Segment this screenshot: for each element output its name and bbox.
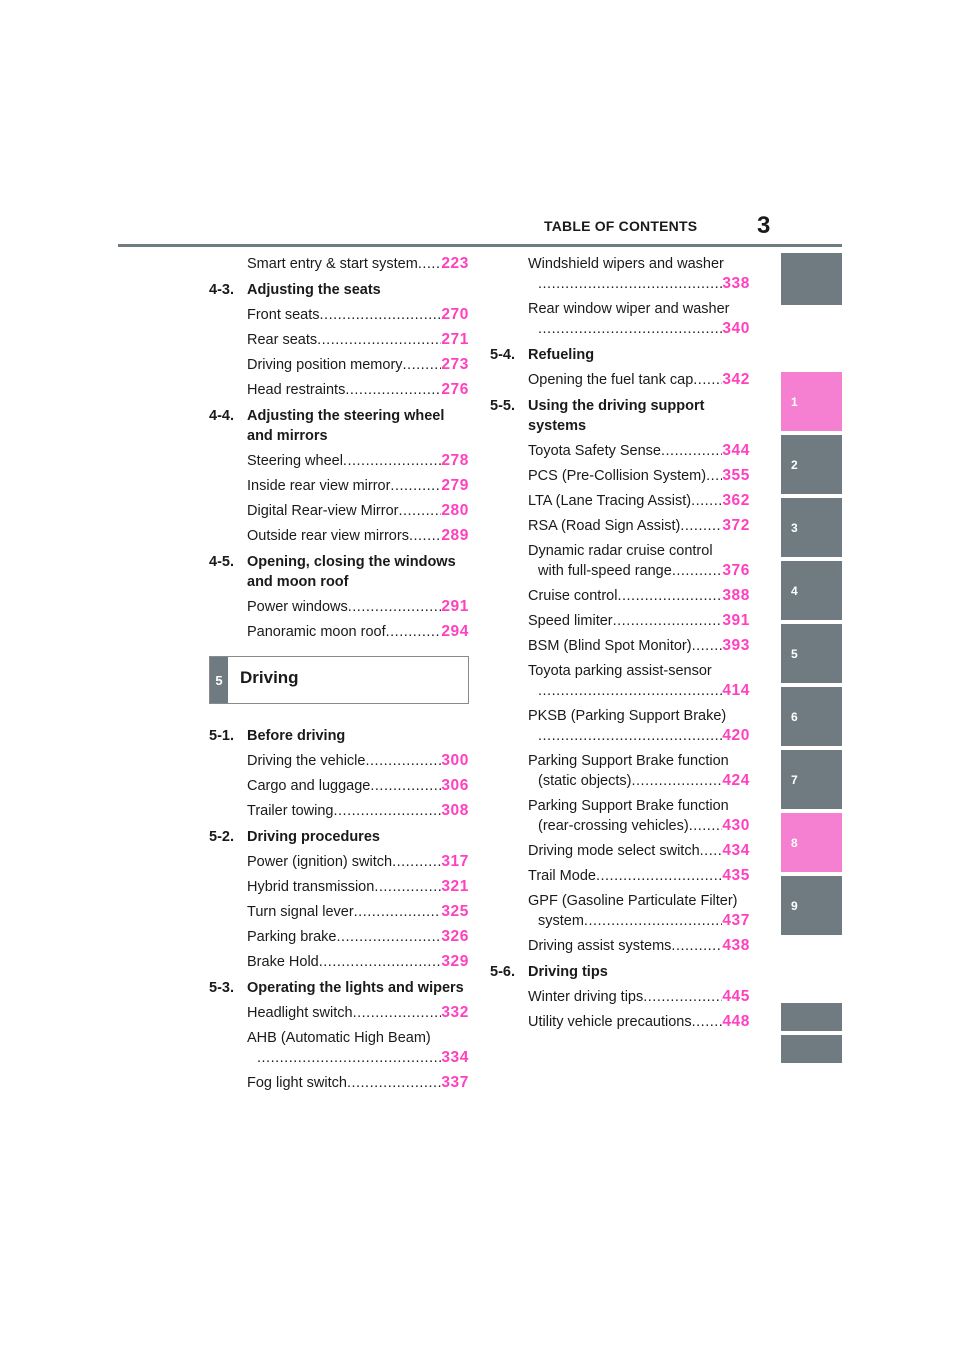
section-title: Driving tips xyxy=(528,964,608,980)
page-link[interactable]: 376 xyxy=(722,562,750,579)
section-number: 5-4. xyxy=(490,347,515,363)
page-link[interactable]: 355 xyxy=(722,467,750,484)
page-link[interactable]: 424 xyxy=(722,772,750,789)
chapter-tab[interactable] xyxy=(781,253,842,305)
chapter-tab-label: 8 xyxy=(791,835,798,850)
toc-entry-text: Speed limiter xyxy=(528,613,613,629)
toc-entry-text: Inside rear view mirror xyxy=(247,478,391,494)
page-link[interactable]: 420 xyxy=(722,727,750,744)
toc-entry-text: Utility vehicle precautions xyxy=(528,1014,692,1030)
chapter-box xyxy=(209,656,469,704)
toc-entry-line xyxy=(528,816,750,836)
section-number: 5-5. xyxy=(490,398,515,414)
dot-leader xyxy=(538,681,722,701)
section-number: 5-1. xyxy=(209,728,234,744)
dot-leader xyxy=(692,1012,723,1032)
toc-entry-text: system xyxy=(538,913,584,929)
toc-entry-line xyxy=(247,526,469,546)
toc-entry-text: BSM (Blind Spot Monitor) xyxy=(528,638,692,654)
toc-entry-text: LTA (Lane Tracing Assist) xyxy=(528,493,692,509)
section-title: Refueling xyxy=(528,347,595,363)
toc-entry[interactable] xyxy=(209,776,469,796)
toc-entry[interactable] xyxy=(490,661,750,701)
toc-entry[interactable] xyxy=(490,541,750,581)
dot-leader xyxy=(348,597,442,617)
chapter-tab[interactable] xyxy=(781,1035,842,1063)
page-link[interactable]: 437 xyxy=(722,912,750,929)
section-heading xyxy=(490,962,750,982)
section-heading xyxy=(209,406,469,446)
toc-entry-text: Head restraints xyxy=(247,382,346,398)
dot-leader xyxy=(353,1003,442,1023)
dot-leader xyxy=(347,1073,441,1093)
page-number: 3 xyxy=(757,212,771,239)
toc-entry-text: Dynamic radar cruise control xyxy=(528,543,713,559)
section-title: Adjusting the seats xyxy=(247,282,381,298)
toc-entry-line xyxy=(247,622,469,642)
toc-entry[interactable] xyxy=(209,902,469,922)
toc-entry-line xyxy=(247,380,469,400)
toc-entry[interactable] xyxy=(490,586,750,606)
page-link[interactable]: 276 xyxy=(441,381,469,398)
toc-entry-text: Front seats xyxy=(247,307,320,323)
toc-entry[interactable] xyxy=(209,1003,469,1023)
dot-leader xyxy=(538,274,722,294)
dot-leader xyxy=(680,516,722,536)
toc-entry[interactable] xyxy=(209,380,469,400)
page-link[interactable]: 270 xyxy=(441,306,469,323)
toc-entry-text: Cruise control xyxy=(528,588,618,604)
toc-entry-line xyxy=(528,1012,750,1032)
dot-leader xyxy=(354,902,442,922)
dot-leader xyxy=(693,370,722,390)
toc-entry-text: Fog light switch xyxy=(247,1075,347,1091)
section-number: 5-2. xyxy=(209,829,234,845)
toc-entry-text: Trailer towing xyxy=(247,803,334,819)
chapter-tab-label: 9 xyxy=(791,898,798,913)
toc-entry[interactable] xyxy=(490,441,750,461)
toc-entry-line xyxy=(247,902,469,922)
toc-entry[interactable] xyxy=(209,330,469,350)
chapter-tab-label: 6 xyxy=(791,709,798,724)
toc-entry[interactable] xyxy=(490,751,750,791)
toc-entry-line xyxy=(528,796,750,816)
toc-entry-text: Toyota Safety Sense xyxy=(528,443,661,459)
dot-leader xyxy=(392,852,441,872)
toc-entry-line xyxy=(247,501,469,521)
page-link[interactable]: 325 xyxy=(441,903,469,920)
dot-leader xyxy=(700,841,723,861)
toc-entry-text: Smart entry & start system xyxy=(247,256,418,272)
toc-entry-text: Driving assist systems xyxy=(528,938,672,954)
toc-entry-text: RSA (Road Sign Assist) xyxy=(528,518,681,534)
dot-leader xyxy=(386,622,442,642)
toc-entry-text: Outside rear view mirrors xyxy=(247,528,409,544)
page-link[interactable]: 291 xyxy=(441,598,469,615)
section-heading xyxy=(490,396,750,436)
chapter-tab-label: 1 xyxy=(791,394,798,409)
toc-entry[interactable] xyxy=(209,305,469,325)
page-link[interactable]: 372 xyxy=(722,517,750,534)
section-heading xyxy=(209,827,469,847)
dot-leader xyxy=(418,254,442,274)
toc-entry-line xyxy=(528,299,750,319)
toc-entry[interactable] xyxy=(490,796,750,836)
toc-entry-text: Turn signal lever xyxy=(247,904,354,920)
page-link[interactable]: 388 xyxy=(722,587,750,604)
dot-leader xyxy=(257,1048,441,1068)
toc-entry-text: Parking Support Brake function xyxy=(528,753,729,769)
dot-leader xyxy=(596,866,722,886)
toc-entry-line xyxy=(247,305,469,325)
page-link[interactable]: 332 xyxy=(441,1004,469,1021)
toc-entry[interactable] xyxy=(490,1012,750,1032)
toc-entry-line xyxy=(528,751,750,771)
toc-entry-line xyxy=(528,891,750,911)
dot-leader xyxy=(643,987,722,1007)
dot-leader xyxy=(538,726,722,746)
section-number: 5-3. xyxy=(209,980,234,996)
toc-entry-line xyxy=(247,1073,469,1093)
dot-leader xyxy=(631,771,722,791)
toc-entry-line xyxy=(528,681,750,701)
dot-leader xyxy=(403,355,442,375)
page-link[interactable]: 430 xyxy=(722,817,750,834)
toc-entry-line xyxy=(528,726,750,746)
section-heading xyxy=(209,280,469,300)
toc-entry-text: Power windows xyxy=(247,599,348,615)
page-link[interactable]: 340 xyxy=(722,320,750,337)
toc-entry-line xyxy=(247,355,469,375)
toc-entry-line xyxy=(528,611,750,631)
toc-entry-line xyxy=(528,706,750,726)
section-heading xyxy=(209,552,469,592)
toc-entry-text: Cargo and luggage xyxy=(247,778,371,794)
chapter-tab-label: 7 xyxy=(791,772,798,787)
page-link[interactable]: 329 xyxy=(441,953,469,970)
toc-entry[interactable] xyxy=(209,952,469,972)
page-link[interactable]: 334 xyxy=(441,1049,469,1066)
page-link[interactable]: 280 xyxy=(441,502,469,519)
section-number: 5-6. xyxy=(490,964,515,980)
toc-entry[interactable] xyxy=(209,501,469,521)
toc-entry-text: Opening the fuel tank cap xyxy=(528,372,694,388)
toc-entry[interactable] xyxy=(209,526,469,546)
page-link[interactable]: 337 xyxy=(441,1074,469,1091)
dot-leader xyxy=(319,952,442,972)
toc-entry-line xyxy=(528,254,750,274)
toc-entry-text: (static objects) xyxy=(538,773,632,789)
page-link[interactable]: 435 xyxy=(722,867,750,884)
toc-entry[interactable] xyxy=(209,852,469,872)
toc-entry-line xyxy=(247,597,469,617)
chapter-tab[interactable] xyxy=(781,876,842,935)
dot-leader xyxy=(336,927,441,947)
toc-entry-text: Parking Support Brake function xyxy=(528,798,729,814)
toc-entry-line xyxy=(528,586,750,606)
dot-leader xyxy=(370,776,441,796)
toc-entry-text: Brake Hold xyxy=(247,954,319,970)
toc-entry-line xyxy=(247,751,469,771)
dot-leader xyxy=(706,466,722,486)
dot-leader xyxy=(672,561,723,581)
toc-entry-line xyxy=(528,866,750,886)
section-heading xyxy=(490,345,750,365)
toc-entry-text: Winter driving tips xyxy=(528,989,644,1005)
toc-entry-line xyxy=(528,636,750,656)
chapter-tab[interactable] xyxy=(781,813,842,872)
dot-leader xyxy=(390,476,441,496)
toc-entry-text: Driving position memory xyxy=(247,357,403,373)
chapter-tab[interactable] xyxy=(781,561,842,620)
toc-entry-line xyxy=(528,370,750,390)
page-link[interactable]: 300 xyxy=(441,752,469,769)
toc-entry-text: Rear seats xyxy=(247,332,318,348)
page-link[interactable]: 278 xyxy=(441,452,469,469)
toc-entry-line xyxy=(247,1028,469,1048)
chapter-tab[interactable] xyxy=(781,750,842,809)
toc-entry-line xyxy=(247,776,469,796)
page-link[interactable]: 414 xyxy=(722,682,750,699)
toc-entry[interactable] xyxy=(209,597,469,617)
page-link[interactable]: 279 xyxy=(441,477,469,494)
toc-column-left xyxy=(209,254,469,1098)
toc-entry-text: Hybrid transmission xyxy=(247,879,375,895)
toc-entry-line xyxy=(247,1003,469,1023)
toc-entry[interactable] xyxy=(490,611,750,631)
toc-entry[interactable] xyxy=(490,987,750,1007)
toc-entry-text: Toyota parking assist-sensor xyxy=(528,663,712,679)
toc-entry-text: with full-speed range xyxy=(538,563,672,579)
dot-leader xyxy=(538,319,722,339)
chapter-number: 5 xyxy=(210,657,228,703)
page-link[interactable]: 223 xyxy=(441,255,469,272)
toc-entry-text: Steering wheel xyxy=(247,453,343,469)
toc-entry-line xyxy=(528,561,750,581)
toc-entry[interactable] xyxy=(209,1073,469,1093)
chapter-tab[interactable] xyxy=(781,624,842,683)
toc-entry-line xyxy=(528,911,750,931)
dot-leader xyxy=(691,491,722,511)
section-number: 4-4. xyxy=(209,408,234,424)
toc-entry-text: AHB (Automatic High Beam) xyxy=(247,1030,431,1046)
section-heading xyxy=(209,978,469,998)
toc-entry[interactable] xyxy=(209,877,469,897)
toc-entry-line xyxy=(528,987,750,1007)
toc-entry-line xyxy=(247,451,469,471)
dot-leader xyxy=(365,751,441,771)
toc-entry-line xyxy=(528,274,750,294)
dot-leader xyxy=(398,501,441,521)
toc-entry[interactable] xyxy=(490,516,750,536)
toc-entry[interactable] xyxy=(490,936,750,956)
page-link[interactable]: 308 xyxy=(441,802,469,819)
toc-entry-text: GPF (Gasoline Particulate Filter) xyxy=(528,893,738,909)
page-link[interactable]: 273 xyxy=(441,356,469,373)
toc-entry[interactable] xyxy=(209,622,469,642)
toc-entry-text: (rear-crossing vehicles) xyxy=(538,818,689,834)
header-rule xyxy=(118,244,842,247)
chapter-tab-label: 5 xyxy=(791,646,798,661)
toc-entry-text: Windshield wipers and washer xyxy=(528,256,724,272)
page-link[interactable]: 317 xyxy=(441,853,469,870)
chapter-tab-label: 4 xyxy=(791,583,798,598)
toc-entry[interactable] xyxy=(209,355,469,375)
toc-entry-line xyxy=(528,661,750,681)
header-title: TABLE OF CONTENTS xyxy=(544,218,698,234)
section-title: Opening, closing the windows and moon roof xyxy=(247,554,456,590)
section-title: Before driving xyxy=(247,728,346,744)
chapter-tab[interactable] xyxy=(781,372,842,431)
toc-entry-line xyxy=(247,877,469,897)
page-link[interactable]: 342 xyxy=(722,371,750,388)
toc-entry[interactable] xyxy=(490,866,750,886)
toc-entry-text: Headlight switch xyxy=(247,1005,353,1021)
toc-entry-line xyxy=(528,466,750,486)
toc-entry-text: PCS (Pre-Collision System) xyxy=(528,468,707,484)
page-link[interactable]: 344 xyxy=(722,442,750,459)
chapter-tab[interactable] xyxy=(781,687,842,746)
section-title: Using the driving support systems xyxy=(528,398,705,434)
toc-entry-line xyxy=(247,1048,469,1068)
toc-entry[interactable] xyxy=(490,254,750,294)
toc-entry-line xyxy=(247,254,469,274)
chapter-tab[interactable] xyxy=(781,1003,842,1031)
toc-entry[interactable] xyxy=(209,801,469,821)
toc-entry[interactable] xyxy=(490,891,750,931)
section-title: Driving procedures xyxy=(247,829,380,845)
toc-entry-line xyxy=(247,330,469,350)
toc-entry[interactable] xyxy=(490,841,750,861)
toc-entry-line xyxy=(528,841,750,861)
dot-leader xyxy=(334,801,442,821)
page-link[interactable]: 438 xyxy=(722,937,750,954)
section-number: 4-5. xyxy=(209,554,234,570)
toc-entry-line xyxy=(247,801,469,821)
page-link[interactable]: 326 xyxy=(441,928,469,945)
page-link[interactable]: 445 xyxy=(722,988,750,1005)
toc-entry[interactable] xyxy=(209,751,469,771)
dot-leader xyxy=(617,586,722,606)
toc-entry[interactable] xyxy=(490,370,750,390)
chapter-tab-label: 3 xyxy=(791,520,798,535)
dot-leader xyxy=(661,441,722,461)
chapter-title: Driving xyxy=(240,668,299,687)
dot-leader xyxy=(409,526,441,546)
chapter-tab[interactable] xyxy=(781,435,842,494)
toc-entry-text: Power (ignition) switch xyxy=(247,854,393,870)
toc-entry[interactable] xyxy=(209,1028,469,1068)
chapter-tab[interactable] xyxy=(781,498,842,557)
toc-entry[interactable] xyxy=(490,466,750,486)
toc-entry-text: Parking brake xyxy=(247,929,337,945)
dot-leader xyxy=(345,380,441,400)
toc-entry[interactable] xyxy=(209,451,469,471)
toc-entry[interactable] xyxy=(490,636,750,656)
toc-entry-text: PKSB (Parking Support Brake) xyxy=(528,708,727,724)
dot-leader xyxy=(613,611,723,631)
toc-entry[interactable] xyxy=(209,476,469,496)
page-link[interactable]: 434 xyxy=(722,842,750,859)
toc-entry-line xyxy=(528,771,750,791)
page-link[interactable]: 271 xyxy=(441,331,469,348)
toc-entry-line xyxy=(247,927,469,947)
page-link[interactable]: 391 xyxy=(722,612,750,629)
page-link[interactable]: 289 xyxy=(441,527,469,544)
dot-leader xyxy=(692,636,723,656)
toc-entry-text: Panoramic moon roof xyxy=(247,624,386,640)
page-link[interactable]: 294 xyxy=(441,623,469,640)
dot-leader xyxy=(671,936,722,956)
page-link[interactable]: 321 xyxy=(441,878,469,895)
toc-entry-text: Driving the vehicle xyxy=(247,753,366,769)
toc-entry-line xyxy=(528,441,750,461)
section-number: 4-3. xyxy=(209,282,234,298)
toc-entry[interactable] xyxy=(209,927,469,947)
section-title: Adjusting the steering wheel and mirrors xyxy=(247,408,445,444)
dot-leader xyxy=(343,451,441,471)
section-heading xyxy=(209,726,469,746)
toc-entry-line xyxy=(247,476,469,496)
dot-leader xyxy=(317,330,441,350)
toc-entry[interactable] xyxy=(490,491,750,511)
dot-leader xyxy=(374,877,441,897)
section-title: Operating the lights and wipers xyxy=(247,980,464,996)
chapter-tab-label: 2 xyxy=(791,457,798,472)
page-link[interactable]: 362 xyxy=(722,492,750,509)
toc-entry-line xyxy=(528,491,750,511)
toc-entry-line xyxy=(528,936,750,956)
toc-entry-line xyxy=(247,852,469,872)
toc-entry-line xyxy=(528,541,750,561)
toc-entry-line xyxy=(247,952,469,972)
page-link[interactable]: 306 xyxy=(441,777,469,794)
page-link[interactable]: 338 xyxy=(722,275,750,292)
toc-entry-text: Digital Rear-view Mirror xyxy=(247,503,399,519)
toc-entry-line xyxy=(528,516,750,536)
toc-column-right xyxy=(490,254,750,1037)
toc-entry-line xyxy=(528,319,750,339)
page-link[interactable]: 393 xyxy=(722,637,750,654)
toc-entry-text: Driving mode select switch xyxy=(528,843,700,859)
toc-entry-text: Rear window wiper and washer xyxy=(528,301,730,317)
toc-entry[interactable] xyxy=(490,706,750,746)
page-link[interactable]: 448 xyxy=(722,1013,750,1030)
dot-leader xyxy=(584,911,722,931)
toc-entry-text: Trail Mode xyxy=(528,868,596,884)
dot-leader xyxy=(689,816,723,836)
toc-entry[interactable] xyxy=(490,299,750,339)
toc-entry[interactable] xyxy=(209,254,469,274)
dot-leader xyxy=(320,305,442,325)
